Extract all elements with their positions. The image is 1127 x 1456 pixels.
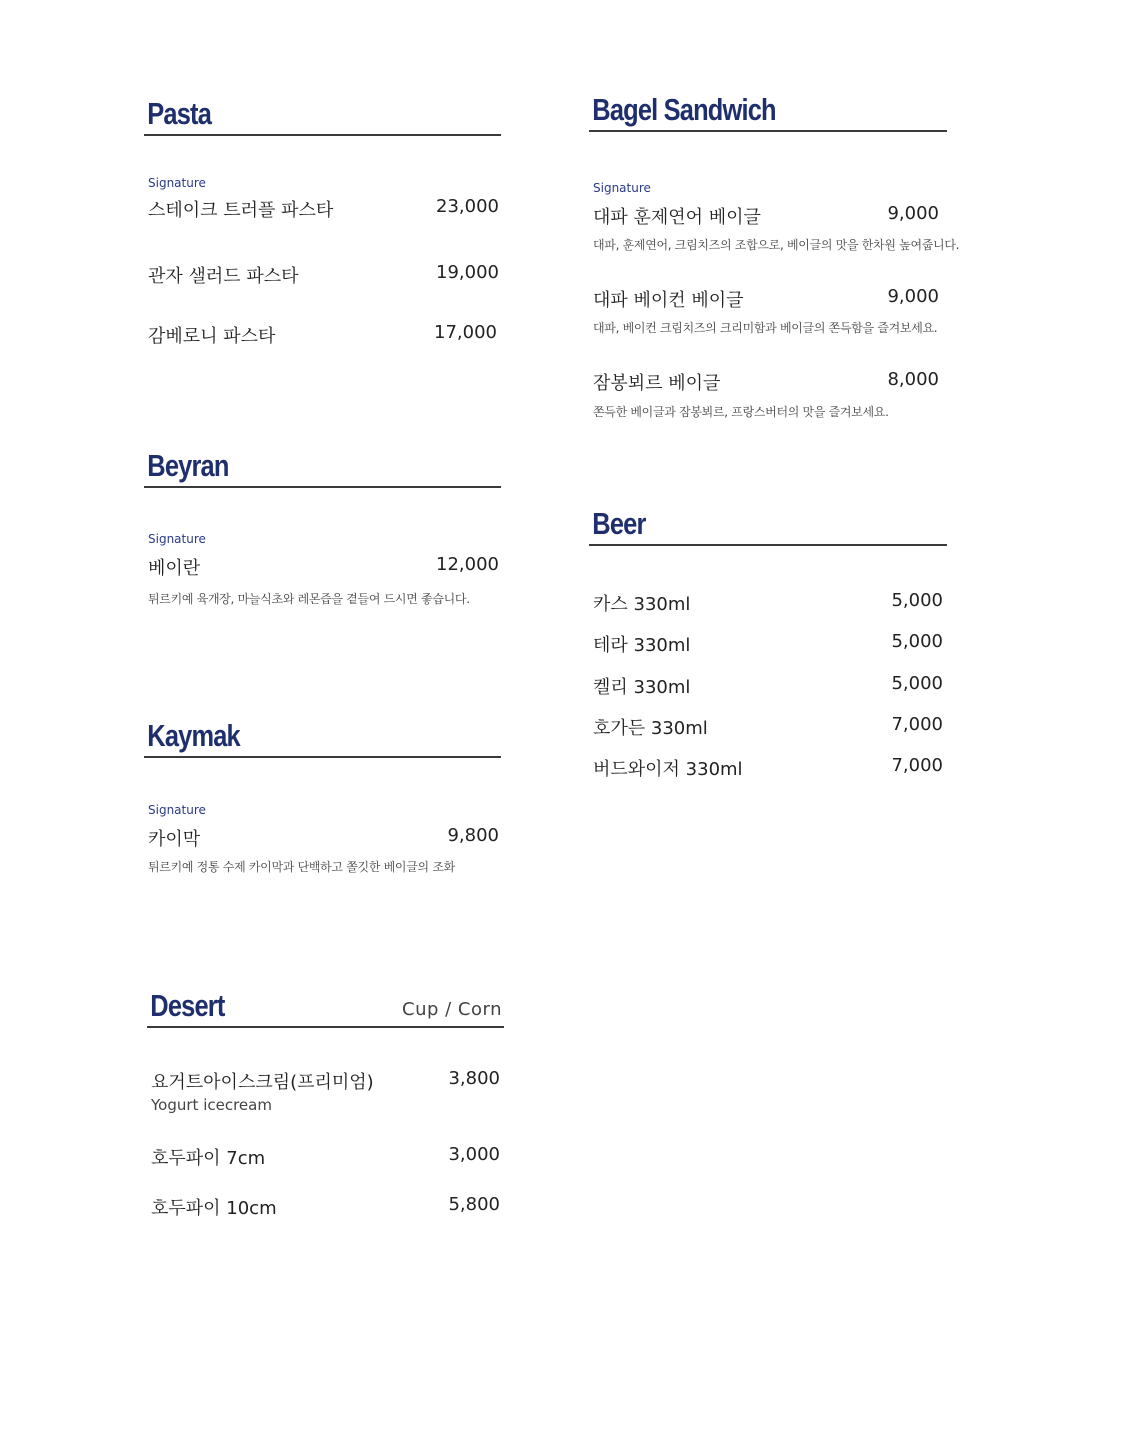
menu-item [589,369,947,419]
menu-item-name: 대파 훈제연어 베이글 [593,207,761,228]
menu-item [589,673,947,697]
menu-item-name: 카이막 [148,829,201,850]
menu-item-name: 요거트아이스크림(프리미엄) [151,1072,374,1093]
menu-item [144,532,501,612]
menu-item-price: 5,000 [891,673,943,694]
beer-section [589,502,947,792]
menu-item-name: 카스 330ml [593,594,691,615]
menu-item [589,286,947,336]
pasta-heading [144,92,501,136]
menu-item-description: 튀르키예 육개장, 마늘식초와 레몬즙을 곁들여 드시면 좋습니다. [148,592,470,606]
menu-item-price: 5,800 [448,1194,500,1215]
menu-item [589,714,947,738]
kaymak-heading [144,714,501,758]
menu-item [144,803,501,883]
menu-item-name: 호두파이 7cm [151,1148,266,1169]
section-title: Beer [592,506,646,541]
menu-item-price: 3,000 [448,1144,500,1165]
menu-item-price: 9,800 [447,825,499,846]
menu-item-description: 대파, 베이컨 크림치즈의 크리미함과 베이글의 쫀득함을 즐겨보세요. [593,321,938,335]
beyran-section [144,444,501,614]
menu-item-description: 대파, 훈제연어, 크림치즈의 조합으로, 베이글의 맛을 한차원 높여줍니다. [593,238,960,252]
menu-item-price: 5,000 [891,590,943,611]
bagel-sandwich-heading [589,88,947,132]
signature-label: Signature [148,176,206,190]
menu-item-name: 호가든 330ml [593,718,708,739]
menu-item-name: 버드와이저 330ml [593,759,743,780]
section-title: Pasta [147,96,212,131]
menu-item-price: 23,000 [436,196,499,217]
signature-label: Signature [593,181,651,195]
menu-item-price: 5,000 [891,631,943,652]
menu-item-name: 켈리 330ml [593,677,691,698]
signature-label: Signature [148,532,206,546]
menu-item-description: 튀르키예 정통 수제 카이막과 단백하고 쫄깃한 베이글의 조화 [148,860,455,874]
menu-item [147,1144,504,1168]
section-title: Kaymak [147,718,240,753]
menu-item-name: 베이란 [148,558,201,579]
menu-item [589,590,947,614]
menu-item [147,1194,504,1218]
menu-item-price: 7,000 [891,714,943,735]
menu-item [589,755,947,779]
menu-item-name: 스테이크 트러플 파스타 [148,200,334,221]
menu-item-price: 8,000 [887,369,939,390]
desert-heading [147,984,504,1028]
menu-item-price: 17,000 [434,322,497,343]
menu-item-name: 관자 샐러드 파스타 [148,266,299,287]
menu-item-name: 잠봉뵈르 베이글 [593,373,721,394]
menu-item-name: 테라 330ml [593,635,691,656]
section-title: Desert [150,988,225,1023]
menu-item [589,631,947,655]
menu-item-price: 9,000 [887,286,939,307]
menu-item [589,181,960,252]
menu-item [144,322,501,346]
menu-item [144,174,501,221]
desert-section [147,984,504,1224]
menu-item-price: 12,000 [436,554,499,575]
signature-label: Signature [148,803,206,817]
menu-item [144,262,501,286]
bagel-sandwich-section [589,88,960,428]
cup-corn-note: Cup / Corn [402,999,502,1020]
kaymak-section [144,714,501,884]
menu-item-price: 7,000 [891,755,943,776]
beyran-heading [144,444,501,488]
menu-item-name: 대파 베이컨 베이글 [593,290,744,311]
menu-item-description: 쫀득한 베이글과 잠봉뵈르, 프랑스버터의 맛을 즐겨보세요. [593,405,889,419]
section-title: Beyran [147,448,229,483]
menu-item-name: 감베로니 파스타 [148,326,276,347]
menu-item [147,1068,504,1118]
beer-heading [589,502,947,546]
pasta-section [144,92,501,352]
menu-item-price: 3,800 [448,1068,500,1089]
menu-item-price: 19,000 [436,262,499,283]
menu-item-english-name: Yogurt icecream [151,1096,272,1114]
menu-item-name: 호두파이 10cm [151,1198,277,1219]
menu-item-price: 9,000 [887,203,939,224]
section-title: Bagel Sandwich [592,92,776,127]
